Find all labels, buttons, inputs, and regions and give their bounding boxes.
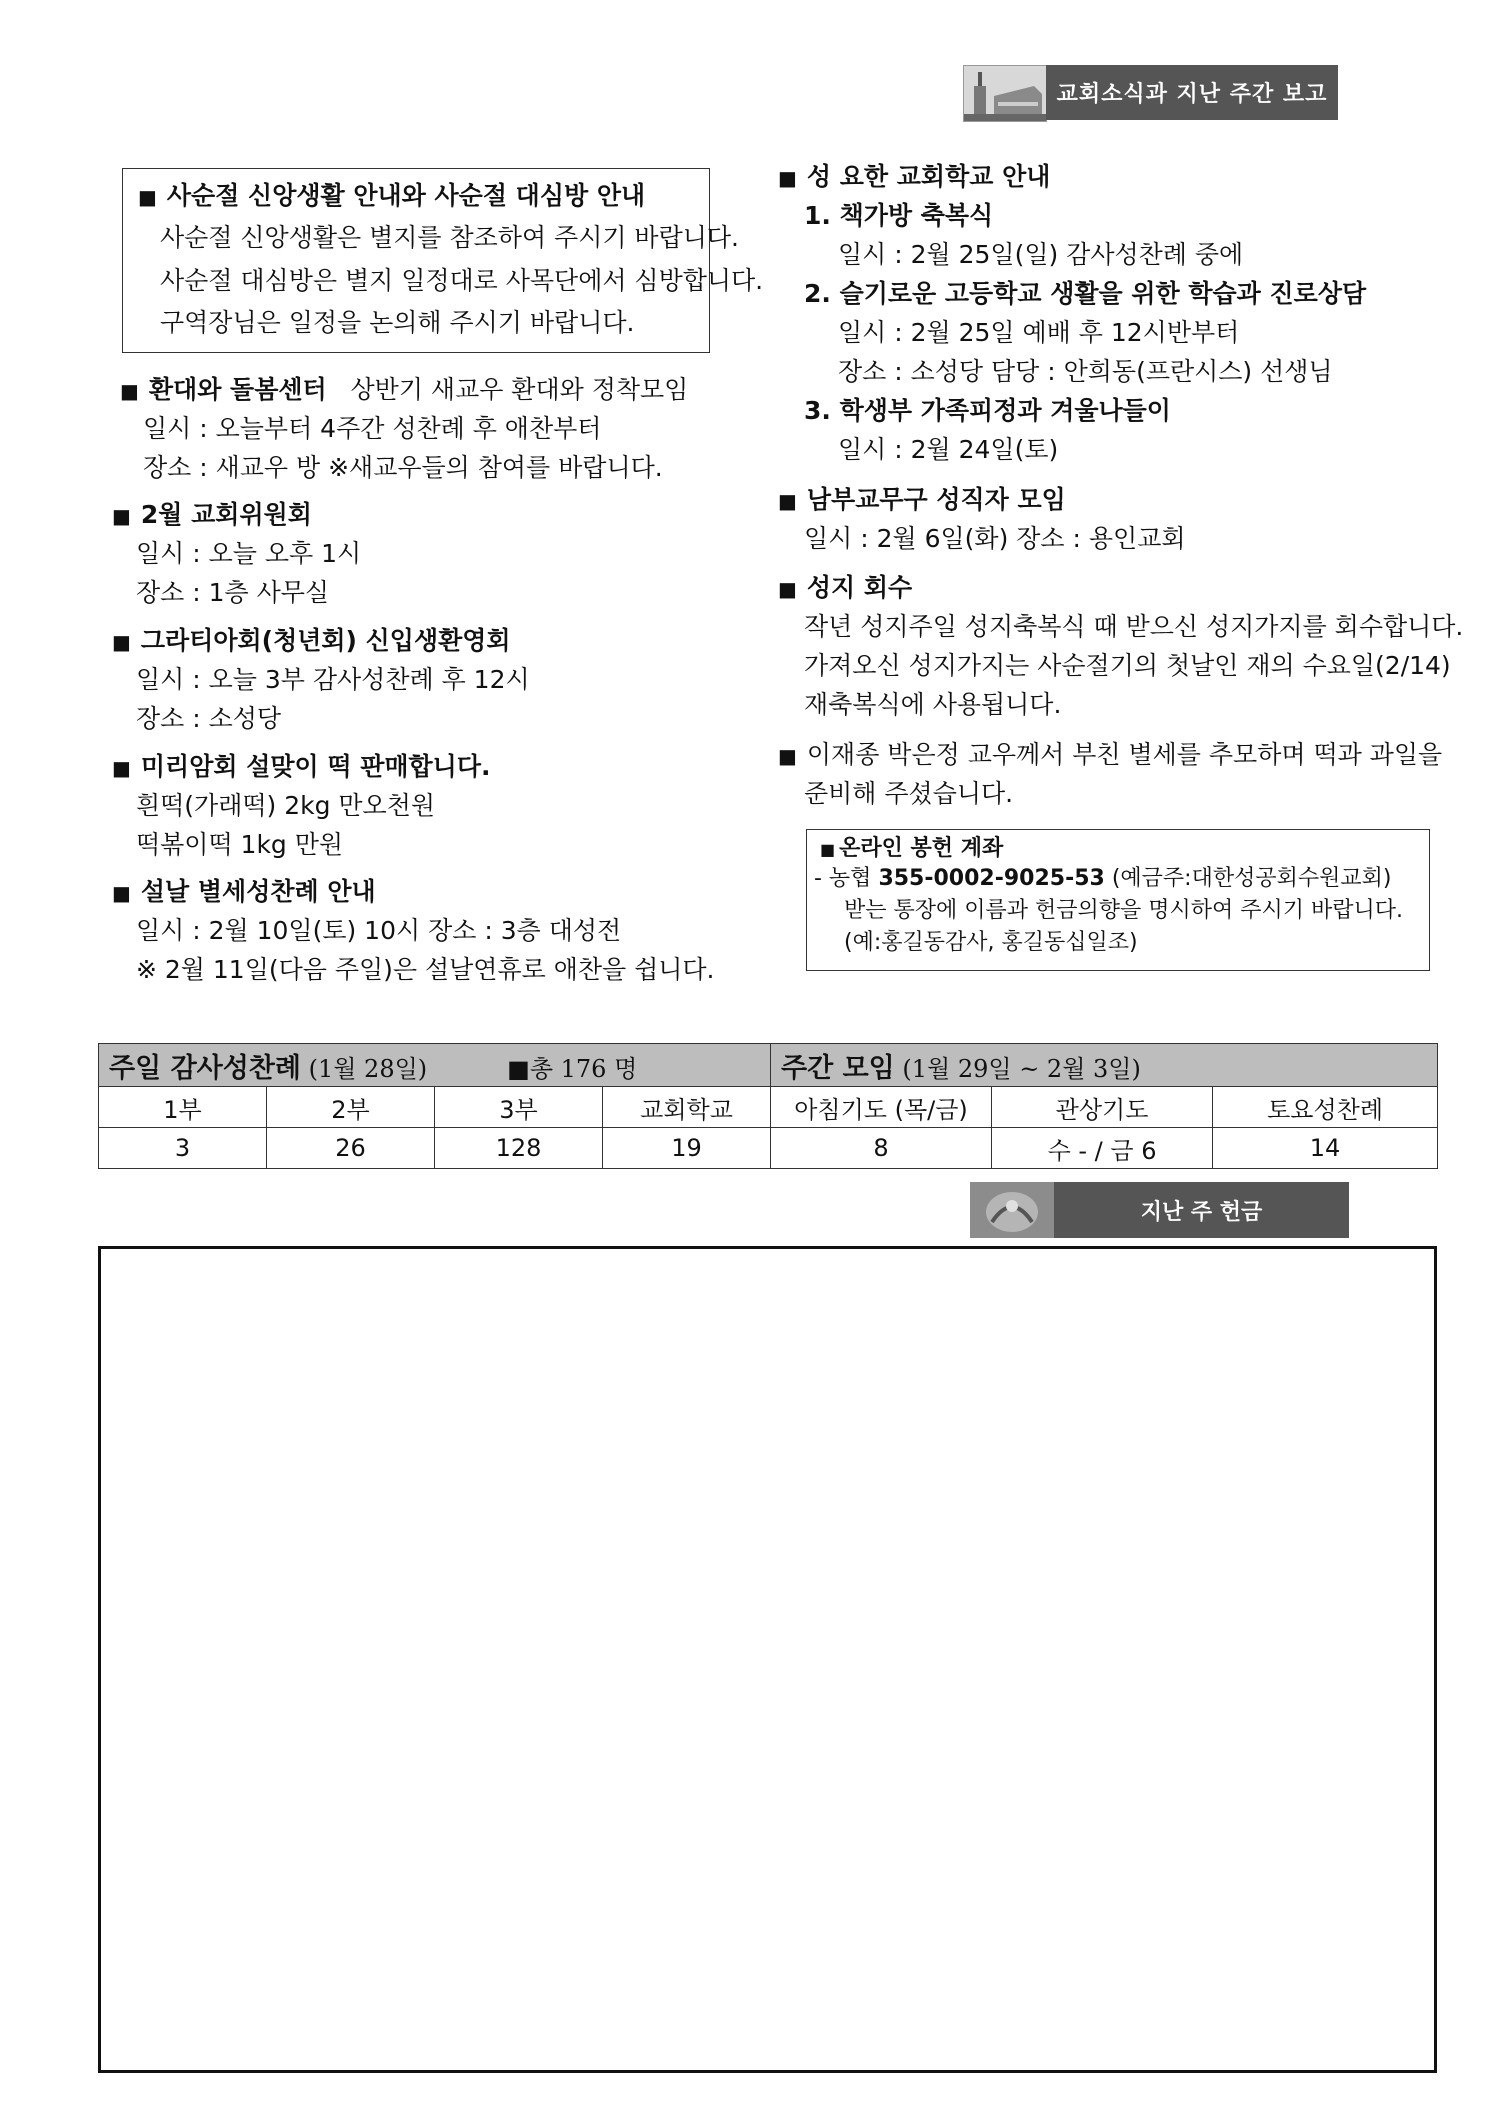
- school-heading: ■ 성 요한 교회학교 안내: [778, 162, 1051, 191]
- sunday-title-cell: 주일 감사성찬례 (1월 28일) ■총 176 명: [99, 1044, 771, 1087]
- attendance-table: [98, 1043, 1438, 1169]
- newyear-line: ※ 2월 11일(다음 주일)은 설날연휴로 애찬을 쉽니다.: [136, 955, 715, 984]
- south-heading: ■ 남부교무구 성직자 모임: [778, 485, 1066, 514]
- table-header: 토요성찬례: [1213, 1087, 1438, 1128]
- table-row: [99, 1128, 1438, 1169]
- table-header: 3부: [435, 1087, 603, 1128]
- table-title-row: [99, 1044, 1438, 1087]
- south-line: 일시 : 2월 6일(화) 장소 : 용인교회: [804, 524, 1186, 553]
- school-item-title: 3. 학생부 가족피정과 겨울나들이: [804, 396, 1171, 425]
- miriam-heading: ■ 미리암회 설맞이 떡 판매합니다.: [112, 752, 491, 781]
- youth-line: 일시 : 오늘 3부 감사성찬례 후 12시: [136, 665, 530, 694]
- table-header: 아침기도 (목/금): [771, 1087, 992, 1128]
- palm-line: 가져오신 성지가지는 사순절기의 첫날인 재의 수요일(2/14): [804, 651, 1451, 680]
- weekly-title-cell: 주간 모임 (1월 29일 ~ 2월 3일): [771, 1044, 1438, 1087]
- welcome-line: 장소 : 새교우 방 ※새교우들의 참여를 바랍니다.: [143, 453, 663, 482]
- table-header: 2부: [267, 1087, 435, 1128]
- table-cell: 수 - / 금 6: [992, 1128, 1213, 1169]
- memorial-line: ■ 이재종 박은정 교우께서 부친 별세를 추모하며 떡과 과일을: [778, 740, 1443, 769]
- table-header: 관상기도: [992, 1087, 1213, 1128]
- lent-line: 사순절 대심방은 별지 일정대로 사목단에서 심방합니다.: [160, 266, 764, 295]
- table-header: 교회학교: [603, 1087, 771, 1128]
- table-cell: 19: [603, 1128, 771, 1169]
- table-cell: 128: [435, 1128, 603, 1169]
- palm-line: 재축복식에 사용됩니다.: [804, 690, 1062, 719]
- miriam-line: 흰떡(가래떡) 2kg 만오천원: [136, 791, 436, 820]
- welcome-line: 일시 : 오늘부터 4주간 성찬례 후 애찬부터: [143, 414, 602, 443]
- youth-line: 장소 : 소성당: [136, 704, 282, 733]
- school-item-line: 장소 : 소성당 담당 : 안희동(프란시스) 선생님: [838, 357, 1333, 386]
- online-account-line: - 농협 355-0002-9025-53 (예금주:대한성공회수원교회): [814, 866, 1392, 891]
- council-heading: ■ 2월 교회위원회: [112, 500, 312, 529]
- council-line: 일시 : 오늘 오후 1시: [136, 539, 362, 568]
- palm-line: 작년 성지주일 성지축복식 때 받으신 성지가지를 회수합니다.: [804, 612, 1464, 641]
- table-header-row: [99, 1087, 1438, 1128]
- welcome-heading: ■ 환대와 돌봄센터 상반기 새교우 환대와 정착모임: [120, 375, 689, 404]
- miriam-line: 떡볶이떡 1kg 만원: [136, 830, 344, 859]
- online-heading: ■ 온라인 봉헌 계좌: [820, 836, 1004, 861]
- total-count: ■총 176 명: [507, 1054, 638, 1083]
- school-item-title: 1. 책가방 축복식: [804, 201, 994, 230]
- table-cell: 3: [99, 1128, 267, 1169]
- lent-line: 구역장님은 일정을 논의해 주시기 바랍니다.: [160, 308, 635, 337]
- lent-line: 사순절 신앙생활은 별지를 참조하여 주시기 바랍니다.: [160, 223, 739, 252]
- palm-heading: ■ 성지 회수: [778, 573, 913, 602]
- school-item-title: 2. 슬기로운 고등학교 생활을 위한 학습과 진로상담: [804, 279, 1367, 308]
- table-header: 1부: [99, 1087, 267, 1128]
- offering-list-box: [98, 1246, 1437, 2073]
- school-item-line: 일시 : 2월 25일 예배 후 12시반부터: [838, 318, 1240, 347]
- school-item-line: 일시 : 2월 25일(일) 감사성찬례 중에: [838, 240, 1244, 269]
- online-line: (예:홍길동감사, 홍길동십일조): [844, 930, 1138, 955]
- hands-image: [970, 1182, 1054, 1238]
- online-line: 받는 통장에 이름과 헌금의향을 명시하여 주시기 바랍니다.: [844, 898, 1404, 923]
- school-item-line: 일시 : 2월 24일(토): [838, 435, 1059, 464]
- newyear-heading: ■ 설날 별세성찬례 안내: [112, 877, 376, 906]
- table-cell: 14: [1213, 1128, 1438, 1169]
- section-title: 교회소식과 지난 주간 보고: [1046, 65, 1338, 120]
- lent-heading: ■ 사순절 신앙생활 안내와 사순절 대심방 안내: [138, 181, 646, 210]
- church-image: [963, 65, 1047, 122]
- memorial-line: 준비해 주셨습니다.: [804, 779, 1014, 808]
- table-cell: 26: [267, 1128, 435, 1169]
- offering-title: 지난 주 헌금: [1054, 1182, 1349, 1238]
- newyear-line: 일시 : 2월 10일(토) 10시 장소 : 3층 대성전: [136, 916, 622, 945]
- table-cell: 8: [771, 1128, 992, 1169]
- youth-heading: ■ 그라티아회(청년회) 신입생환영회: [112, 626, 511, 655]
- council-line: 장소 : 1층 사무실: [136, 578, 330, 607]
- account-number: 355-0002-9025-53: [878, 866, 1105, 891]
